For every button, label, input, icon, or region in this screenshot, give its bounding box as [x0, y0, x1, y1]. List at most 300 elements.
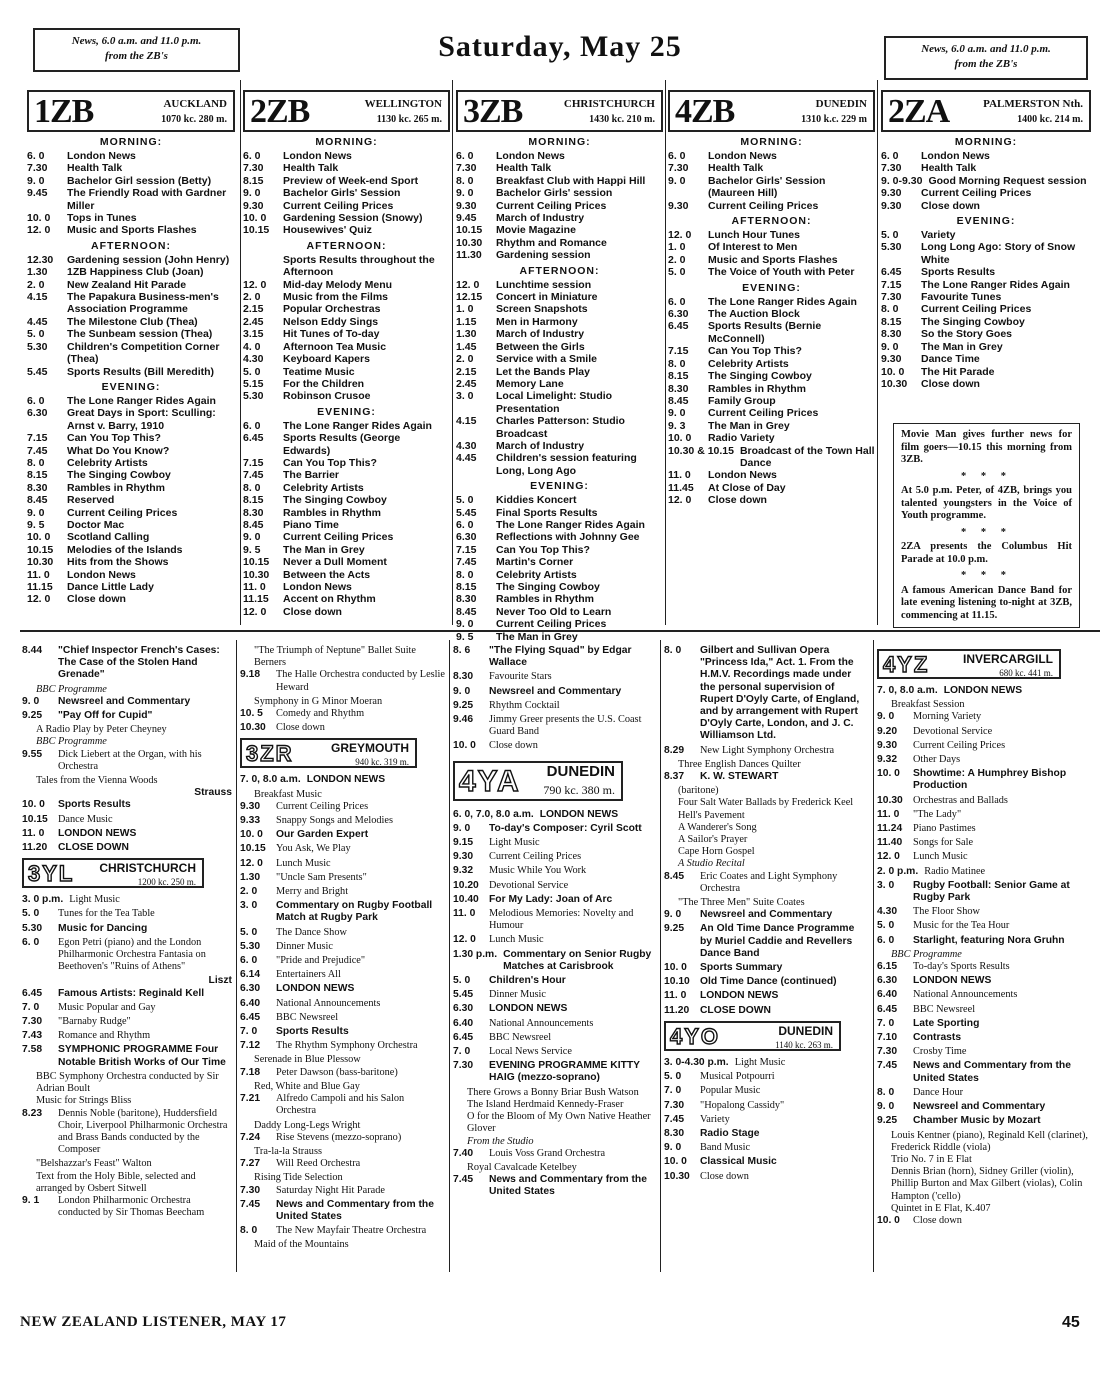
program-title: Current Ceiling Prices — [708, 407, 819, 420]
program-title: CLOSE DOWN — [58, 842, 129, 854]
program-title: Devotional Service — [913, 725, 993, 737]
program-time: 8.30 — [456, 593, 477, 606]
program-time: 10.30 — [877, 794, 903, 806]
program-detail: (baritone) — [678, 785, 719, 797]
program-title: Alfredo Campoli and his Salon Orchestra — [276, 1093, 405, 1117]
program-detail: From the Studio — [467, 1135, 534, 1147]
program-title: "Barnaby Rudge" — [58, 1016, 131, 1028]
program-time: 6.45 — [877, 1003, 898, 1015]
program-row — [243, 420, 450, 432]
program-time: 9. 0 — [456, 618, 474, 631]
program-time: 10.15 — [456, 224, 483, 237]
program-time: 8.30 — [453, 671, 474, 683]
program-row — [456, 378, 663, 390]
program-time: 12. 0 — [668, 229, 692, 242]
section-heading: MORNING: — [315, 136, 378, 148]
program-title: Close down — [921, 199, 980, 212]
program-row — [668, 395, 875, 407]
program-row — [22, 908, 232, 920]
program-title: Saturday Night Hit Parade — [276, 1184, 385, 1196]
program-row — [668, 241, 875, 253]
program-row — [664, 923, 869, 960]
program-time: 10.15 — [22, 813, 48, 825]
program-title: The Auction Block — [708, 308, 800, 321]
program-row — [243, 482, 450, 494]
program-title: Close down — [67, 593, 126, 606]
program-row — [453, 700, 656, 712]
program-time: 6. 0 — [240, 955, 258, 967]
program-title: Current Ceiling Prices — [921, 187, 1032, 200]
station-header — [668, 90, 875, 132]
program-row — [240, 843, 445, 855]
program-title: Popular Music — [700, 1085, 761, 1097]
program-title: Classical Music — [700, 1156, 777, 1168]
column-rule — [236, 640, 237, 1272]
program-time: 6.45 — [240, 1011, 261, 1023]
program-row — [456, 618, 663, 630]
program-time: 10. 0 — [877, 768, 900, 780]
program-time: 3. 0 — [877, 879, 895, 891]
program-title: The Barrier — [283, 469, 340, 482]
program-time: 7. 0 — [453, 1046, 471, 1058]
news-box-left-line2: from the ZB's — [105, 50, 168, 62]
program-title: New Zealand Hit Parade — [67, 278, 187, 291]
program-row — [877, 768, 1089, 792]
program-title: Local News Service — [489, 1046, 572, 1058]
program-time: 7.15 — [456, 543, 477, 556]
program-row — [877, 795, 1089, 807]
program-row — [664, 976, 869, 988]
program-row — [243, 390, 450, 402]
program-time: 9.30 — [240, 800, 261, 812]
program-time: 11.15 — [27, 581, 53, 593]
program-row — [453, 949, 656, 973]
program-time: 9. 0 — [668, 174, 686, 187]
program-row — [456, 150, 663, 162]
program-title: Radio Variety — [708, 432, 775, 445]
program-time: 7.30 — [456, 162, 477, 175]
program-row — [877, 1101, 1089, 1113]
program-title: The Papakura Business-men's Association Programme — [67, 291, 219, 316]
section-heading: EVENING: — [101, 380, 161, 393]
station-column-1zb — [27, 90, 235, 606]
program-time: 7.10 — [877, 1032, 898, 1044]
program-title: The Rhythm Symphony Orchestra — [276, 1040, 418, 1052]
program-row — [240, 1026, 445, 1038]
program-time: 9. 0 — [881, 340, 899, 353]
program-title: Newsreel and Commentary — [913, 1101, 1046, 1113]
program-title: Current Ceiling Prices — [283, 531, 394, 544]
program-time: 7.30 — [27, 162, 48, 175]
program-time: 6. 0 — [243, 150, 261, 162]
program-row — [22, 799, 232, 811]
program-time: 9.30 — [877, 739, 898, 751]
program-title: Celebrity Artists — [67, 456, 148, 469]
program-title: Current Ceiling Prices — [496, 618, 607, 631]
program-row — [668, 200, 875, 212]
program-row — [456, 224, 663, 236]
program-title: Will Reed Orchestra — [276, 1158, 361, 1170]
program-row — [456, 519, 663, 531]
program-time: 6. 0 — [881, 150, 899, 162]
program-title: LONDON NEWS — [306, 774, 386, 786]
program-row — [456, 162, 663, 174]
program-row — [240, 801, 445, 813]
program-title: Dinner Music — [276, 940, 333, 952]
program-time: 12. 0 — [877, 851, 900, 863]
station-callsign: 4YZ — [883, 652, 930, 677]
program-row — [27, 457, 235, 469]
program-time: 5.30 — [240, 940, 261, 952]
program-row — [27, 482, 235, 494]
program-time: 2.15 — [243, 303, 264, 316]
program-time: 11.45 — [668, 481, 694, 494]
program-time: 7.30 — [243, 162, 264, 175]
program-detail: BBC Programme — [36, 736, 107, 748]
program-time: 6. 0 — [243, 419, 261, 432]
station-city: DUNEDIN — [778, 1023, 833, 1038]
program-time: 8. 0 — [668, 357, 686, 370]
program-detail: Symphony in G Minor Moeran — [254, 695, 383, 707]
program-time: 10.10 — [664, 976, 690, 988]
program-time: 5.30 — [881, 241, 902, 254]
program-row — [456, 569, 663, 581]
program-time: 6.30 — [453, 1003, 474, 1015]
program-time: 8.15 — [27, 469, 48, 482]
program-row — [668, 482, 875, 494]
program-title: National Announcements — [276, 997, 381, 1009]
section-heading: EVENING: — [530, 480, 589, 493]
program-detail: Trio No. 7 in E Flat — [891, 1153, 972, 1165]
program-row — [877, 880, 1089, 904]
program-row — [668, 494, 875, 506]
program-title: For My Lady: Joan of Arc — [489, 893, 613, 905]
program-title: Close down — [913, 1214, 962, 1226]
program-row — [243, 519, 450, 531]
program-row — [881, 162, 1091, 174]
station-badge-3zr — [240, 738, 417, 768]
program-time: 9. 0 — [243, 531, 261, 544]
station-frequency: 1200 kc. 250 m. — [137, 877, 196, 888]
station-badge-4yz — [877, 649, 1061, 679]
program-row — [668, 445, 875, 470]
program-row — [243, 224, 450, 236]
program-title: The Friendly Road with Gardner Miller — [67, 187, 227, 212]
program-row — [664, 1005, 869, 1017]
footer-publication: NEW ZEALAND LISTENER, MAY 17 — [20, 1314, 287, 1330]
program-title: LONDON NEWS — [539, 808, 619, 820]
program-detail: The Island Herdmaid Kennedy-Fraser — [467, 1098, 624, 1110]
program-title: National Announcements — [489, 1017, 594, 1029]
program-title: Children's Hour — [489, 975, 566, 987]
program-row — [877, 935, 1089, 947]
program-detail: Rising Tide Selection — [254, 1172, 343, 1184]
station-city: WELLINGTON — [364, 98, 442, 110]
program-time: 10.30 — [243, 568, 270, 581]
program-title: Reflections with Johnny Gee — [496, 531, 640, 544]
program-title: Famous Artists: Reginald Kell — [58, 987, 205, 999]
program-row — [22, 937, 232, 974]
program-title: The Singing Cowboy — [921, 315, 1025, 328]
program-title: Doctor Mac — [67, 518, 125, 531]
program-row — [456, 531, 663, 543]
program-title: Other Days — [913, 754, 961, 766]
program-row — [240, 941, 445, 953]
program-row — [240, 955, 445, 967]
program-title: Radio Stage — [700, 1127, 760, 1139]
program-row — [881, 291, 1091, 303]
program-title: The New Mayfair Theatre Orchestra — [276, 1225, 427, 1237]
program-title: Nelson Eddy Sings — [283, 315, 379, 328]
program-row — [243, 593, 450, 605]
program-time: 7.12 — [240, 1040, 261, 1052]
program-time: 6. 0 — [668, 295, 686, 308]
program-time: 5. 0 — [456, 494, 474, 507]
station-frequency: 680 kc. 441 m. — [999, 668, 1053, 678]
program-time: 4.15 — [456, 415, 477, 428]
program-title: The Singing Cowboy — [283, 494, 387, 507]
station-frequency: 790 kc. 380 m. — [543, 782, 615, 797]
program-row — [240, 998, 445, 1010]
program-time: 11.24 — [877, 823, 903, 835]
program-row — [240, 1067, 445, 1079]
program-title: Men in Harmony — [496, 315, 578, 328]
program-time: 10.30 — [881, 377, 908, 390]
program-row — [27, 328, 235, 340]
program-title: Lunch Music — [913, 851, 968, 863]
section-heading: MORNING: — [528, 136, 591, 148]
program-time: 1.30 p.m. — [453, 948, 498, 960]
program-time: 11. 0 — [877, 808, 900, 820]
news-box-left — [33, 28, 240, 72]
program-row — [243, 569, 450, 581]
program-title: The Lone Ranger Rides Again — [496, 518, 645, 531]
program-row — [22, 988, 232, 1000]
program-time: 6. 0 — [27, 394, 45, 407]
column-rule — [873, 640, 874, 1272]
program-title: Can You Top This? — [708, 345, 802, 358]
program-time: 6. 0 — [668, 150, 686, 162]
program-row — [456, 390, 663, 415]
program-title: The Man in Grey — [496, 630, 578, 643]
program-time: 6. 0 — [456, 150, 474, 162]
note-separator: * * * — [961, 470, 1012, 482]
section-heading: EVENING: — [742, 281, 801, 294]
program-row — [668, 308, 875, 320]
program-title: Afternoon Tea Music — [283, 340, 387, 353]
program-detail: There Grows a Bonny Briar Bush Watson — [467, 1086, 639, 1098]
program-time: 10.30 — [664, 1170, 690, 1182]
program-row — [877, 961, 1089, 973]
program-time: 9.30 — [881, 353, 902, 366]
station-city: DUNEDIN — [815, 98, 867, 110]
program-time: 12. 0 — [456, 278, 480, 291]
program-title: The Singing Cowboy — [67, 469, 171, 482]
program-time: 8. 0 — [456, 174, 474, 187]
program-time: 6.40 — [453, 1017, 474, 1029]
program-time: 9. 0 — [664, 1142, 682, 1154]
program-title: Screen Snapshots — [496, 303, 588, 316]
program-time: 7.45 — [664, 1113, 685, 1125]
program-time: 7.30 — [453, 1060, 474, 1072]
program-detail: Quintet in E Flat, K.407 — [891, 1202, 991, 1214]
program-row — [668, 175, 875, 200]
program-title: Songs for Sale — [913, 837, 974, 849]
program-time: 3. 0 p.m. — [22, 894, 64, 906]
program-row — [453, 894, 656, 906]
program-time: 5.30 — [22, 922, 43, 934]
program-title: Preview of Week-end Sport — [283, 174, 419, 187]
program-title: To-day's Composer: Cyril Scott — [489, 822, 642, 834]
program-time: 7.30 — [664, 1099, 685, 1111]
program-row — [456, 452, 663, 477]
program-time: 9.18 — [240, 669, 261, 681]
program-row — [243, 162, 450, 174]
program-title: Dance Time — [921, 353, 980, 366]
program-row — [27, 254, 235, 266]
program-time: 3. 0 — [456, 390, 474, 403]
program-row — [22, 894, 232, 906]
program-time: 6. 0 — [22, 936, 40, 948]
program-row — [664, 1171, 869, 1183]
program-title: March of Industry — [496, 212, 585, 225]
program-title: The Lone Ranger Rides Again — [67, 394, 216, 407]
program-time: 6.30 — [240, 983, 261, 995]
program-row — [243, 328, 450, 340]
program-time: 7.58 — [22, 1044, 43, 1056]
program-row — [27, 544, 235, 556]
station-callsign: 3ZB — [463, 93, 523, 130]
program-title: Health Talk — [496, 162, 552, 175]
program-time: 11. 0 — [27, 568, 50, 581]
program-row — [243, 606, 450, 618]
program-row — [27, 569, 235, 581]
news-box-right-line2: from the ZB's — [954, 58, 1018, 70]
program-title: Close down — [708, 494, 767, 507]
program-time: 10.30 — [456, 236, 483, 249]
program-row — [877, 1060, 1089, 1084]
program-time: 8.45 — [668, 394, 689, 407]
program-title: Can You Top This? — [496, 543, 590, 556]
program-time: 9. 0 — [27, 506, 45, 519]
program-title: Close down — [489, 740, 538, 752]
program-title: Rambles in Rhythm — [67, 481, 166, 494]
program-detail: Tra-la-la Strauss — [254, 1145, 322, 1157]
program-row — [240, 774, 445, 786]
program-title: Let the Bands Play — [496, 365, 590, 378]
program-detail: O for the Bloom of My Own Native Heather Glover — [467, 1111, 651, 1135]
program-title: Current Ceiling Prices — [276, 800, 369, 812]
program-time: 12. 0 — [243, 278, 267, 291]
station-city: DUNEDIN — [546, 762, 615, 780]
program-row — [243, 254, 450, 279]
program-row — [240, 815, 445, 827]
station-city: PALMERSTON Nth. — [983, 98, 1083, 110]
program-title: Variety — [921, 229, 956, 242]
program-title: Musical Potpourri — [700, 1071, 775, 1083]
program-row — [22, 696, 232, 708]
program-row — [668, 432, 875, 444]
program-row — [664, 1114, 869, 1126]
program-time: 5.45 — [453, 989, 474, 1001]
program-row — [240, 872, 445, 884]
program-row — [668, 320, 875, 345]
program-time: 5. 0 — [240, 926, 258, 938]
program-title: Current Ceiling Prices — [496, 199, 607, 212]
program-row — [456, 237, 663, 249]
program-row — [243, 303, 450, 315]
program-row — [243, 556, 450, 568]
program-time: 10.30 — [27, 556, 54, 569]
program-title: Children's session featuring Long, Long Ago — [496, 452, 637, 477]
page-number: 45 — [1062, 1314, 1080, 1331]
program-title: Health Talk — [921, 162, 977, 175]
program-time: 12. 0 — [453, 934, 476, 946]
program-row — [243, 507, 450, 519]
program-row — [27, 581, 235, 593]
program-row — [240, 983, 445, 995]
program-row — [668, 296, 875, 308]
station-frequency: 1430 kc. 210 m. — [589, 114, 655, 125]
program-row — [877, 711, 1089, 723]
program-time: 9. 5 — [243, 543, 261, 556]
program-row — [877, 975, 1089, 987]
program-detail: Serenade in Blue Plessow — [254, 1054, 361, 1066]
program-title: 1ZB Happiness Club (Joan) — [67, 266, 204, 279]
station-header — [243, 90, 450, 132]
program-time: 7.27 — [240, 1158, 261, 1170]
program-row — [243, 457, 450, 469]
program-time: 7.15 — [668, 345, 689, 358]
program-title: Close down — [921, 377, 980, 390]
station-callsign: 3ZR — [246, 741, 294, 767]
program-title: Light Music — [734, 1056, 786, 1068]
program-row — [456, 341, 663, 353]
station-frequency: 1400 kc. 214 m. — [1017, 114, 1083, 125]
program-row — [240, 1199, 445, 1223]
program-time: 6.40 — [240, 997, 261, 1009]
program-row — [27, 507, 235, 519]
program-detail: BBC Symphony Orchestra conducted by Sir Adrian Boult — [36, 1070, 219, 1095]
program-title: Contrasts — [913, 1032, 962, 1044]
program-time: 11.40 — [877, 837, 903, 849]
program-time: 1.30 — [240, 871, 261, 883]
program-row — [877, 920, 1089, 932]
page-title: Saturday, May 25 — [438, 30, 682, 63]
program-row — [664, 962, 869, 974]
program-time: 4.30 — [243, 353, 264, 366]
program-row — [27, 445, 235, 457]
program-time: 7.45 — [453, 1174, 474, 1186]
section-heading: EVENING: — [317, 405, 376, 418]
program-row — [668, 370, 875, 382]
program-title: "Uncle Sam Presents" — [276, 871, 367, 883]
program-row — [456, 556, 663, 568]
program-title: Bachelor Girls' Session (Maureen Hill) — [708, 174, 826, 200]
program-row — [27, 531, 235, 543]
program-time: 8.45 — [664, 870, 685, 882]
program-time: 10. 0 — [877, 1214, 900, 1226]
program-title: Concert in Miniature — [496, 291, 598, 304]
column-rule — [877, 80, 878, 625]
program-row — [456, 279, 663, 291]
program-row — [22, 645, 232, 682]
program-time: 5. 0 — [668, 266, 686, 279]
program-row — [243, 469, 450, 481]
section-heading: MORNING: — [954, 136, 1018, 148]
program-row — [27, 432, 235, 444]
listing-column-5 — [877, 645, 1089, 1229]
